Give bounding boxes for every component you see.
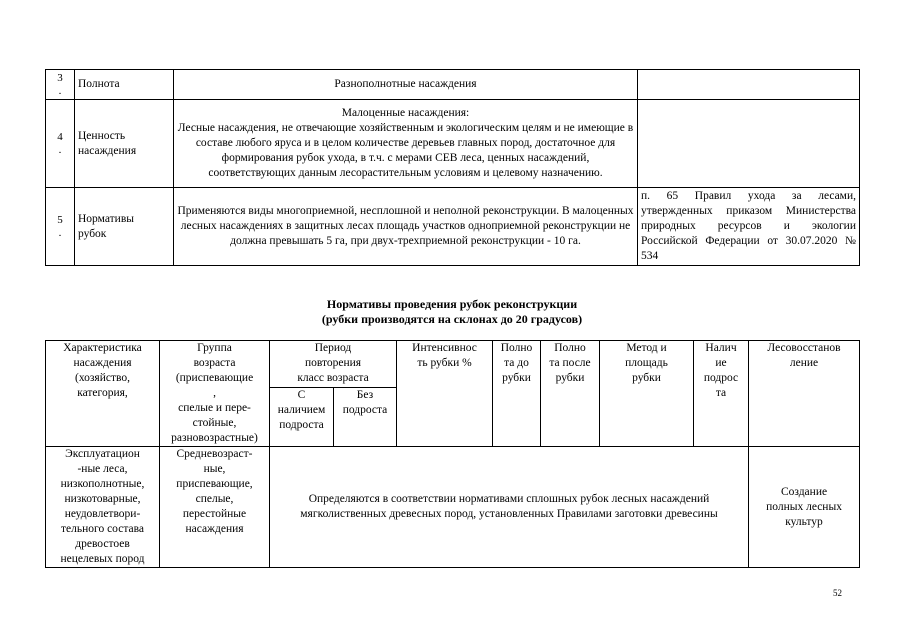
row-note	[638, 70, 860, 100]
table-row	[46, 447, 860, 568]
row-number: 5 .	[46, 188, 75, 266]
header-age-group: Группа возраста (приспевающие , спелые и пере- стойные, разновозрастные)	[160, 341, 270, 447]
table-forest-characteristics	[45, 69, 860, 266]
row-note: п. 65 Правил ухода за лесами, утвержденных приказом Министерства природных ресурсов и экологии Российской Федерации от 30.07.2020 № 534	[638, 188, 860, 266]
header-fullness-before: Полно та до рубки	[493, 341, 541, 447]
row-value: Применяются виды многоприемной, несплошной и неполной реконструкции. В малоценных лесных насаждениях в защитных лесах площадь участков одноприемной реконструкции не должна превышать 5 га, при двух-трехприемной реконструкции - 10 га.	[174, 188, 638, 266]
row-value: Малоценные насаждения: Лесные насаждения, не отвечающие хозяйственным и экологическим целям и не имеющие в составе любого яруса и в целом количестве деревьев главных пород, достаточное для формирования рубок ухода, в т.ч. с мерами СЕВ леса, ценных насаждений, соответствующих данным лесорастительным условиям и целевому назначению.	[174, 100, 638, 188]
header-method: Метод и площадь рубки	[600, 341, 694, 447]
row-number: 3 .	[46, 70, 75, 100]
table-row	[46, 70, 860, 100]
header-period-without-undergrowth: Без подроста	[334, 387, 397, 446]
header-intensity: Интенсивнос ть рубки %	[397, 341, 493, 447]
header-period: Период повторения класс возраста	[270, 341, 397, 388]
row-name: Ценность насаждения	[75, 100, 174, 188]
row-note	[638, 100, 860, 188]
table-reconstruction-norms	[45, 340, 860, 568]
cell-characteristic: Эксплуатацион -ные леса, низкополнотные, низкотоварные, неудовлетвори- тельного состава древостоев нецелевых пород	[46, 447, 160, 568]
cell-age-group: Средневозраст- ные, приспевающие, спелые, перестойные насаждения	[160, 447, 270, 568]
row-name: Полнота	[75, 70, 174, 100]
header-reforestation: Лесовосстанов ление	[749, 341, 860, 447]
section-title: Нормативы проведения рубок реконструкции (рубки производятся на склонах до 20 градусов)	[321, 297, 583, 326]
header-fullness-after: Полно та после рубки	[541, 341, 600, 447]
row-name: Нормативы рубок	[75, 188, 174, 266]
header-period-with-undergrowth: С наличием подроста	[270, 387, 334, 446]
table-row	[46, 188, 860, 266]
cell-merged-norms: Определяются в соответствии нормативами сплошных рубок лесных насаждений мягколиственных древесных пород, установленных Правилами заготовки древесины	[270, 447, 749, 568]
row-value: Разнополнотные насаждения	[174, 70, 638, 100]
row-number: 4 .	[46, 100, 75, 188]
header-undergrowth: Налич ие подрос та	[694, 341, 749, 447]
header-row	[46, 341, 860, 388]
cell-reforestation: Создание полных лесных культур	[749, 447, 860, 568]
page-number: 52	[833, 588, 842, 598]
header-characteristic: Характеристика насаждения (хозяйство, категория,	[46, 341, 160, 447]
table-row	[46, 100, 860, 188]
